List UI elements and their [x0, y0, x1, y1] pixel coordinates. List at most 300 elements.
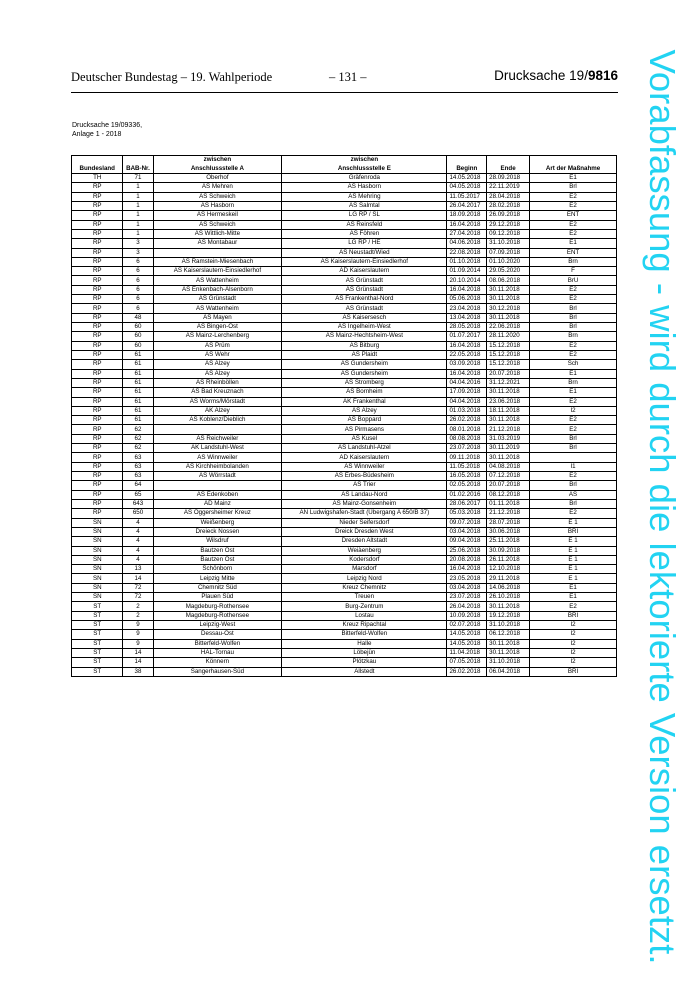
cell-beginn: 16.04.2018 — [447, 369, 487, 378]
cell-ende: 06.04.2018 — [487, 667, 530, 676]
cell-ende: 31.10.2018 — [487, 658, 530, 667]
cell-anschlussstelle-a: AS Kaiserslautern-Einsiedlerhof — [153, 267, 282, 276]
cell-bundesland: RP — [72, 453, 123, 462]
cell-anschlussstelle-e: AS Stromberg — [282, 378, 447, 387]
table-body — [72, 174, 617, 677]
cell-art: E1 — [530, 388, 617, 397]
cell-art: E2 — [530, 416, 617, 425]
cell-bundesland: RP — [72, 201, 123, 210]
table-row — [72, 537, 617, 546]
cell-bab: 62 — [123, 425, 153, 434]
cell-anschlussstelle-a: AS Prüm — [153, 341, 282, 350]
cell-bab: 1 — [123, 220, 153, 229]
cell-bundesland: RP — [72, 406, 123, 415]
cell-bab: 6 — [123, 285, 153, 294]
cell-anschlussstelle-e: AS Bitburg — [282, 341, 447, 350]
cell-ende: 07.12.2018 — [487, 472, 530, 481]
cell-anschlussstelle-e: AS Bornheim — [282, 388, 447, 397]
cell-ende: 30.11.2018 — [487, 285, 530, 294]
cell-art: Brn — [530, 378, 617, 387]
cell-bundesland: RP — [72, 388, 123, 397]
cell-bab: 9 — [123, 630, 153, 639]
column-header-anschlussstelle-e: Anschlussstelle E — [282, 165, 447, 174]
cell-beginn: 16.05.2018 — [447, 472, 487, 481]
cell-bundesland: RP — [72, 220, 123, 229]
table-row — [72, 639, 617, 648]
cell-anschlussstelle-a: AS Bingen-Ost — [153, 323, 282, 332]
cell-art: AS — [530, 490, 617, 499]
cell-ende: 30.11.2018 — [487, 602, 530, 611]
table-row — [72, 360, 617, 369]
header-cell — [72, 156, 123, 165]
cell-bab: 4 — [123, 527, 153, 536]
table-row — [72, 369, 617, 378]
cell-ende: 31.03.2019 — [487, 434, 530, 443]
cell-art: F — [530, 267, 617, 276]
cell-anschlussstelle-e: LG RP / HE — [282, 239, 447, 248]
cell-art: E2 — [530, 341, 617, 350]
cell-ende: 30.12.2018 — [487, 304, 530, 313]
cell-bab: 6 — [123, 267, 153, 276]
cell-anschlussstelle-a: AS Edenkoben — [153, 490, 282, 499]
cell-art: BrU — [530, 276, 617, 285]
cell-ende: 30.11.2018 — [487, 453, 530, 462]
cell-ende: 01.11.2018 — [487, 499, 530, 508]
cell-bab: 9 — [123, 639, 153, 648]
table-row — [72, 555, 617, 564]
cell-ende: 26.10.2018 — [487, 593, 530, 602]
cell-bundesland: RP — [72, 211, 123, 220]
header-cell — [447, 156, 487, 165]
cell-art: E2 — [530, 295, 617, 304]
cell-bab: 63 — [123, 453, 153, 462]
table-row — [72, 239, 617, 248]
cell-anschlussstelle-a: Sangerhausen-Süd — [153, 667, 282, 676]
cell-beginn: 23.04.2018 — [447, 304, 487, 313]
page-number: – 131 – — [329, 70, 367, 84]
cell-bab: 6 — [123, 257, 153, 266]
cell-art: Brl — [530, 481, 617, 490]
table-row — [72, 630, 617, 639]
cell-anschlussstelle-a — [153, 481, 282, 490]
cell-anschlussstelle-a: AS Hermeskeil — [153, 211, 282, 220]
cell-anschlussstelle-e: AS Frankenthal-Nord — [282, 295, 447, 304]
cell-anschlussstelle-e: AS Grünstadt — [282, 285, 447, 294]
cell-ende: 01.10.2020 — [487, 257, 530, 266]
cell-bundesland: RP — [72, 295, 123, 304]
cell-anschlussstelle-a: Chemnitz Süd — [153, 583, 282, 592]
cell-art: I2 — [530, 658, 617, 667]
cell-anschlussstelle-a: AK Landstuhl-West — [153, 444, 282, 453]
cell-anschlussstelle-a: Plauen Süd — [153, 593, 282, 602]
cell-ende: 15.12.2018 — [487, 341, 530, 350]
cell-anschlussstelle-a: AS Wattenheim — [153, 304, 282, 313]
cell-beginn: 04.04.2016 — [447, 378, 487, 387]
cell-anschlussstelle-e: AS Salmtal — [282, 201, 447, 210]
cell-beginn: 04.04.2018 — [447, 397, 487, 406]
cell-anschlussstelle-e: AS Grünstadt — [282, 304, 447, 313]
table-row — [72, 295, 617, 304]
cell-anschlussstelle-e: Plötzkau — [282, 658, 447, 667]
cell-art: E2 — [530, 602, 617, 611]
table-row — [72, 378, 617, 387]
table-row — [72, 220, 617, 229]
cell-beginn: 09.07.2018 — [447, 518, 487, 527]
document-number: Drucksache 19/9816 — [494, 68, 618, 83]
cell-ende: 18.11.2018 — [487, 406, 530, 415]
cell-bab: 1 — [123, 192, 153, 201]
cell-ende: 28.11.2020 — [487, 332, 530, 341]
cell-bab: 62 — [123, 434, 153, 443]
header-cell: zwischen — [153, 156, 282, 165]
cell-bundesland: ST — [72, 630, 123, 639]
cell-bundesland: SN — [72, 593, 123, 602]
cell-bab: 2 — [123, 611, 153, 620]
table-row — [72, 546, 617, 555]
cell-beginn: 16.04.2018 — [447, 565, 487, 574]
cell-art: Brl — [530, 183, 617, 192]
cell-beginn: 25.06.2018 — [447, 546, 487, 555]
table-row — [72, 229, 617, 238]
cell-anschlussstelle-a: AS Mehren — [153, 183, 282, 192]
cell-bundesland: RP — [72, 341, 123, 350]
cell-anschlussstelle-a: AS Alzey — [153, 369, 282, 378]
cell-beginn: 03.09.2018 — [447, 360, 487, 369]
reference-line: Drucksache 19/09336, — [72, 122, 143, 129]
cell-art: E1 — [530, 583, 617, 592]
cell-art: E2 — [530, 425, 617, 434]
table-row — [72, 183, 617, 192]
cell-anschlussstelle-a: Bautzen Ost — [153, 555, 282, 564]
cell-bab: 72 — [123, 583, 153, 592]
cell-bundesland: ST — [72, 667, 123, 676]
cell-anschlussstelle-e: Weiàenberg — [282, 546, 447, 555]
cell-ende: 30.11.2018 — [487, 313, 530, 322]
cell-anschlussstelle-e: AS Mainz-Gonsenheim — [282, 499, 447, 508]
cell-anschlussstelle-e: AS Mehring — [282, 192, 447, 201]
cell-art: I2 — [530, 621, 617, 630]
cell-anschlussstelle-a: AS Alzey — [153, 360, 282, 369]
cell-bundesland: RP — [72, 416, 123, 425]
cell-bab: 38 — [123, 667, 153, 676]
cell-art: E2 — [530, 472, 617, 481]
cell-anschlussstelle-e: Kodersdorf — [282, 555, 447, 564]
cell-art: BRI — [530, 527, 617, 536]
table-row — [72, 574, 617, 583]
cell-beginn: 13.04.2018 — [447, 313, 487, 322]
cell-bab: 61 — [123, 388, 153, 397]
cell-beginn: 26.02.2018 — [447, 667, 487, 676]
cell-bab: 62 — [123, 444, 153, 453]
cell-beginn: 17.09.2018 — [447, 388, 487, 397]
cell-ende: 30.11.2018 — [487, 416, 530, 425]
cell-bab: 61 — [123, 416, 153, 425]
cell-art: Brl — [530, 444, 617, 453]
table-row — [72, 565, 617, 574]
cell-anschlussstelle-e: Nieder Seifersdorf — [282, 518, 447, 527]
cell-art: BRI — [530, 667, 617, 676]
cell-bab: 4 — [123, 555, 153, 564]
cell-art: E1 — [530, 239, 617, 248]
cell-anschlussstelle-a: AS Wittlich-Mitte — [153, 229, 282, 238]
cell-bab: 61 — [123, 406, 153, 415]
cell-bab: 4 — [123, 537, 153, 546]
cell-bab: 14 — [123, 574, 153, 583]
cell-bundesland: RP — [72, 369, 123, 378]
cell-ende: 15.12.2018 — [487, 350, 530, 359]
table-row — [72, 350, 617, 359]
cell-anschlussstelle-a: Magdeburg-Rothensee — [153, 602, 282, 611]
cell-beginn: 14.05.2018 — [447, 174, 487, 183]
cell-anschlussstelle-a: Dreieck Nossen — [153, 527, 282, 536]
header-cell: zwischen — [282, 156, 447, 165]
header-row-top — [72, 156, 617, 165]
cell-anschlussstelle-a: AS Grünstadt — [153, 295, 282, 304]
cell-bundesland: RP — [72, 323, 123, 332]
cell-beginn: 23.07.2018 — [447, 593, 487, 602]
cell-bundesland: RP — [72, 192, 123, 201]
cell-anschlussstelle-e: Treuen — [282, 593, 447, 602]
header-cell — [530, 156, 617, 165]
column-header-ende: Ende — [487, 165, 530, 174]
cell-beginn: 09.04.2018 — [447, 537, 487, 546]
cell-beginn: 23.07.2018 — [447, 444, 487, 453]
cell-ende: 30.11.2018 — [487, 295, 530, 304]
cell-anschlussstelle-a: AS Montabaur — [153, 239, 282, 248]
cell-beginn: 20.08.2018 — [447, 555, 487, 564]
construction-sites-table — [71, 155, 617, 677]
cell-bundesland: SN — [72, 537, 123, 546]
cell-ende: 31.10.2018 — [487, 239, 530, 248]
cell-anschlussstelle-e: Allstedt — [282, 667, 447, 676]
table-row — [72, 425, 617, 434]
cell-anschlussstelle-a: Oberhof — [153, 174, 282, 183]
cell-bab: 61 — [123, 360, 153, 369]
cell-ende: 07.09.2018 — [487, 248, 530, 257]
cell-art — [530, 453, 617, 462]
cell-anschlussstelle-e: AS Landau-Nord — [282, 490, 447, 499]
cell-beginn: 03.04.2018 — [447, 583, 487, 592]
cell-art: E2 — [530, 229, 617, 238]
cell-anschlussstelle-e: AS Landstuhl-Atzel — [282, 444, 447, 453]
cell-ende: 22.11.2019 — [487, 183, 530, 192]
cell-beginn: 11.05.2017 — [447, 192, 487, 201]
cell-bundesland: RP — [72, 490, 123, 499]
cell-ende: 22.06.2018 — [487, 323, 530, 332]
cell-anschlussstelle-e: AS Neustadt/Wied — [282, 248, 447, 257]
cell-anschlussstelle-e: Lostau — [282, 611, 447, 620]
cell-art: I2 — [530, 639, 617, 648]
column-header-anschlussstelle-a: Anschlussstelle A — [153, 165, 282, 174]
cell-bab: 64 — [123, 481, 153, 490]
cell-anschlussstelle-a: Magdeburg-Rothensee — [153, 611, 282, 620]
table-row — [72, 611, 617, 620]
cell-anschlussstelle-e: Kreuz Chemnitz — [282, 583, 447, 592]
cell-ende: 08.12.2018 — [487, 490, 530, 499]
cell-beginn: 05.06.2018 — [447, 295, 487, 304]
cell-ende: 09.12.2018 — [487, 229, 530, 238]
cell-beginn: 28.05.2018 — [447, 323, 487, 332]
cell-art: E 1 — [530, 537, 617, 546]
table-row — [72, 332, 617, 341]
cell-anschlussstelle-a: AS Winnweiler — [153, 453, 282, 462]
table-row — [72, 388, 617, 397]
cell-ende: 30.11.2018 — [487, 639, 530, 648]
table-row — [72, 621, 617, 630]
cell-bundesland: SN — [72, 555, 123, 564]
cell-anschlussstelle-e: AS Grünstadt — [282, 276, 447, 285]
cell-bab: 72 — [123, 593, 153, 602]
cell-anschlussstelle-a — [153, 248, 282, 257]
cell-bundesland: RP — [72, 434, 123, 443]
cell-anschlussstelle-a: AS Wörrstadt — [153, 472, 282, 481]
cell-anschlussstelle-e: AS Erbes-Büdesheim — [282, 472, 447, 481]
cell-anschlussstelle-a — [153, 425, 282, 434]
table-row — [72, 257, 617, 266]
cell-bab: 2 — [123, 602, 153, 611]
cell-bab: 1 — [123, 183, 153, 192]
cell-anschlussstelle-e: AS Boppard — [282, 416, 447, 425]
cell-ende: 30.11.2018 — [487, 648, 530, 657]
cell-anschlussstelle-e: Gräfenroda — [282, 174, 447, 183]
cell-bundesland: RP — [72, 332, 123, 341]
cell-ende: 28.09.2018 — [487, 174, 530, 183]
cell-ende: 08.06.2018 — [487, 276, 530, 285]
cell-beginn: 16.04.2018 — [447, 341, 487, 350]
cell-ende: 30.11.2018 — [487, 388, 530, 397]
cell-beginn: 02.05.2018 — [447, 481, 487, 490]
cell-anschlussstelle-e: AN Ludwigshafen-Stadt (Übergang A 650/B 37) — [282, 509, 447, 518]
cell-bab: 6 — [123, 304, 153, 313]
cell-art: I2 — [530, 630, 617, 639]
document-reference — [72, 121, 142, 139]
cell-anschlussstelle-a: AS Mainz-Lerchenberg — [153, 332, 282, 341]
cell-bab: 61 — [123, 397, 153, 406]
column-header-bundesland: Bundesland — [72, 165, 123, 174]
cell-bundesland: RP — [72, 360, 123, 369]
parliament-period: Deutscher Bundestag – 19. Wahlperiode — [71, 70, 273, 84]
cell-anschlussstelle-a: HAL-Tornau — [153, 648, 282, 657]
cell-beginn: 07.05.2018 — [447, 658, 487, 667]
cell-bundesland: SN — [72, 518, 123, 527]
cell-art: E2 — [530, 397, 617, 406]
cell-anschlussstelle-a: AK Alzey — [153, 406, 282, 415]
cell-beginn: 26.04.2017 — [447, 201, 487, 210]
table-row — [72, 406, 617, 415]
cell-anschlussstelle-e: Leipzig Nord — [282, 574, 447, 583]
table-row — [72, 527, 617, 536]
cell-beginn: 02.07.2018 — [447, 621, 487, 630]
cell-bab: 14 — [123, 658, 153, 667]
cell-ende: 12.10.2018 — [487, 565, 530, 574]
cell-bundesland: ST — [72, 648, 123, 657]
cell-ende: 14.06.2018 — [487, 583, 530, 592]
cell-anschlussstelle-e: AS Hasborn — [282, 183, 447, 192]
cell-anschlussstelle-a: Bautzen Ost — [153, 546, 282, 555]
cell-bab: 60 — [123, 332, 153, 341]
cell-ende: 29.11.2018 — [487, 574, 530, 583]
table-row — [72, 648, 617, 657]
cell-ende: 28.02.2018 — [487, 201, 530, 210]
table-row — [72, 211, 617, 220]
cell-anschlussstelle-e: AS Föhren — [282, 229, 447, 238]
cell-bab: 1 — [123, 229, 153, 238]
cell-anschlussstelle-a: AS Kirchheimbolanden — [153, 462, 282, 471]
table-row — [72, 481, 617, 490]
table-row — [72, 444, 617, 453]
table-row — [72, 341, 617, 350]
cell-beginn: 14.05.2018 — [447, 639, 487, 648]
cell-art: E1 — [530, 369, 617, 378]
cell-ende: 21.12.2018 — [487, 509, 530, 518]
cell-beginn: 26.02.2018 — [447, 416, 487, 425]
cell-bundesland: RP — [72, 239, 123, 248]
cell-anschlussstelle-a: AS Schweich — [153, 220, 282, 229]
cell-anschlussstelle-a: AS Schweich — [153, 192, 282, 201]
cell-anschlussstelle-a: Wilsdruf — [153, 537, 282, 546]
cell-beginn: 03.04.2018 — [447, 527, 487, 536]
cell-bab: 61 — [123, 350, 153, 359]
header-cell — [123, 156, 153, 165]
cell-anschlussstelle-e: AS Gundersheim — [282, 360, 447, 369]
cell-bab: 3 — [123, 239, 153, 248]
cell-ende: 21.12.2018 — [487, 425, 530, 434]
cell-art: E2 — [530, 201, 617, 210]
cell-anschlussstelle-e: AS Mainz-Hechtsheim-West — [282, 332, 447, 341]
cell-beginn: 28.06.2017 — [447, 499, 487, 508]
cell-anschlussstelle-e: Bitterfeld-Wolfen — [282, 630, 447, 639]
column-header-art: Art der Maßnahme — [530, 165, 617, 174]
cell-beginn: 01.02.2016 — [447, 490, 487, 499]
cell-bundesland: SN — [72, 583, 123, 592]
cell-anschlussstelle-a: AS Wehr — [153, 350, 282, 359]
cell-beginn: 08.01.2018 — [447, 425, 487, 434]
table-row — [72, 518, 617, 527]
table-row — [72, 397, 617, 406]
cell-bab: 6 — [123, 295, 153, 304]
cell-beginn: 01.03.2018 — [447, 406, 487, 415]
table-row — [72, 602, 617, 611]
cell-art: Brl — [530, 304, 617, 313]
cell-bundesland: ST — [72, 611, 123, 620]
cell-art: Brl — [530, 434, 617, 443]
table-row — [72, 192, 617, 201]
cell-beginn: 01.09.2014 — [447, 267, 487, 276]
table-row — [72, 248, 617, 257]
page-header — [71, 70, 618, 93]
cell-beginn: 14.05.2018 — [447, 630, 487, 639]
cell-beginn: 26.04.2018 — [447, 602, 487, 611]
cell-bab: 60 — [123, 341, 153, 350]
cell-ende: 31.10.2018 — [487, 621, 530, 630]
cell-bundesland: ST — [72, 621, 123, 630]
cell-ende: 19.12.2018 — [487, 611, 530, 620]
header-row — [72, 165, 617, 174]
cell-bundesland: SN — [72, 546, 123, 555]
cell-bundesland: RP — [72, 425, 123, 434]
cell-bab: 71 — [123, 174, 153, 183]
cell-art: I2 — [530, 648, 617, 657]
column-header-bab: BAB-Nr. — [123, 165, 153, 174]
cell-bab: 643 — [123, 499, 153, 508]
cell-art: E2 — [530, 285, 617, 294]
table-row — [72, 499, 617, 508]
cell-anschlussstelle-e: Kreuz Ripachtal — [282, 621, 447, 630]
cell-art: Brl — [530, 313, 617, 322]
cell-bundesland: RP — [72, 444, 123, 453]
cell-ende: 28.04.2018 — [487, 192, 530, 201]
cell-ende: 25.11.2018 — [487, 537, 530, 546]
